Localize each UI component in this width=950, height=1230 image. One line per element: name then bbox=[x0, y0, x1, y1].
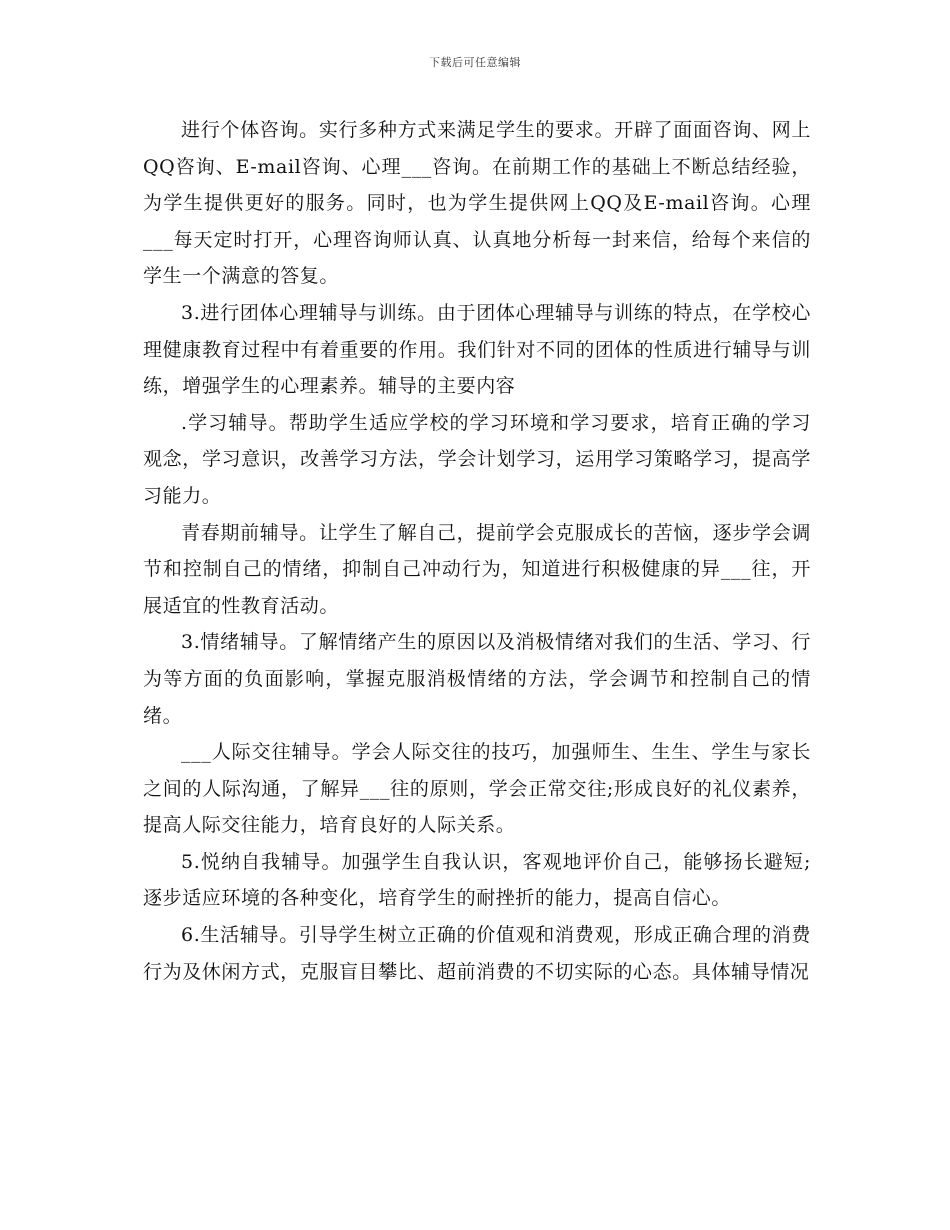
paragraph-emotion-counseling: 3.情绪辅导。了解情绪产生的原因以及消极情绪对我们的生活、学习、行为等方面的负面影响，掌握克服消极情绪的方法，学会调节和控制自己的情绪。 bbox=[143, 631, 811, 727]
paragraph-self-acceptance-counseling: 5.悦纳自我辅导。加强学生自我认识，客观地评价自己，能够扬长避短;逐步适应环境的各种变化，培育学生的耐挫折的能力，提高自信心。 bbox=[143, 850, 811, 910]
page-header: 下载后可任意编辑 bbox=[429, 56, 521, 69]
paragraph-group-counseling: 3.进行团体心理辅导与训练。由于团体心理辅导与训练的特点，在学校心理健康教育过程中有着重要的作用。我们针对不同的团体的性质进行辅导与训练，增强学生的心理素养。辅导的主要内容 bbox=[143, 301, 811, 398]
paragraph-interpersonal-counseling: ___人际交往辅导。学会人际交往的技巧，加强师生、生生、学生与家长之间的人际沟通，了解异___往的原则，学会正常交往;形成良好的礼仪素养，提高人际交往能力，培育良好的人际关系。 bbox=[143, 741, 811, 837]
paragraph-individual-counseling: 进行个体咨询。实行多种方式来满足学生的要求。开辟了面面咨询、网上QQ咨询、E-mail咨询、心理___咨询。在前期工作的基础上不断总结经验，为学生提供更好的服务。同时，也为学生提供网上QQ及E-mail咨询。心理___每天定时打开，心理咨询师认真、认真地分析每一封来信，给每个来信的学生一个满意的答复。 bbox=[143, 119, 811, 288]
document-body bbox=[143, 112, 811, 990]
paragraph-life-counseling: 6.生活辅导。引导学生树立正确的价值观和消费观，形成正确合理的消费行为及休闲方式，克服盲目攀比、超前消费的不切实际的心态。具体辅导情况 bbox=[143, 924, 811, 983]
paragraph-study-counseling: .学习辅导。帮助学生适应学校的学习环境和学习要求，培育正确的学习观念，学习意识，改善学习方法，学会计划学习，运用学习策略学习，提高学习能力。 bbox=[143, 411, 811, 507]
paragraph-adolescence-counseling: 青春期前辅导。让学生了解自己，提前学会克服成长的苦恼，逐步学会调节和控制自己的情绪，抑制自己冲动行为，知道进行积极健康的异___往，开展适宜的性教育活动。 bbox=[143, 521, 811, 617]
